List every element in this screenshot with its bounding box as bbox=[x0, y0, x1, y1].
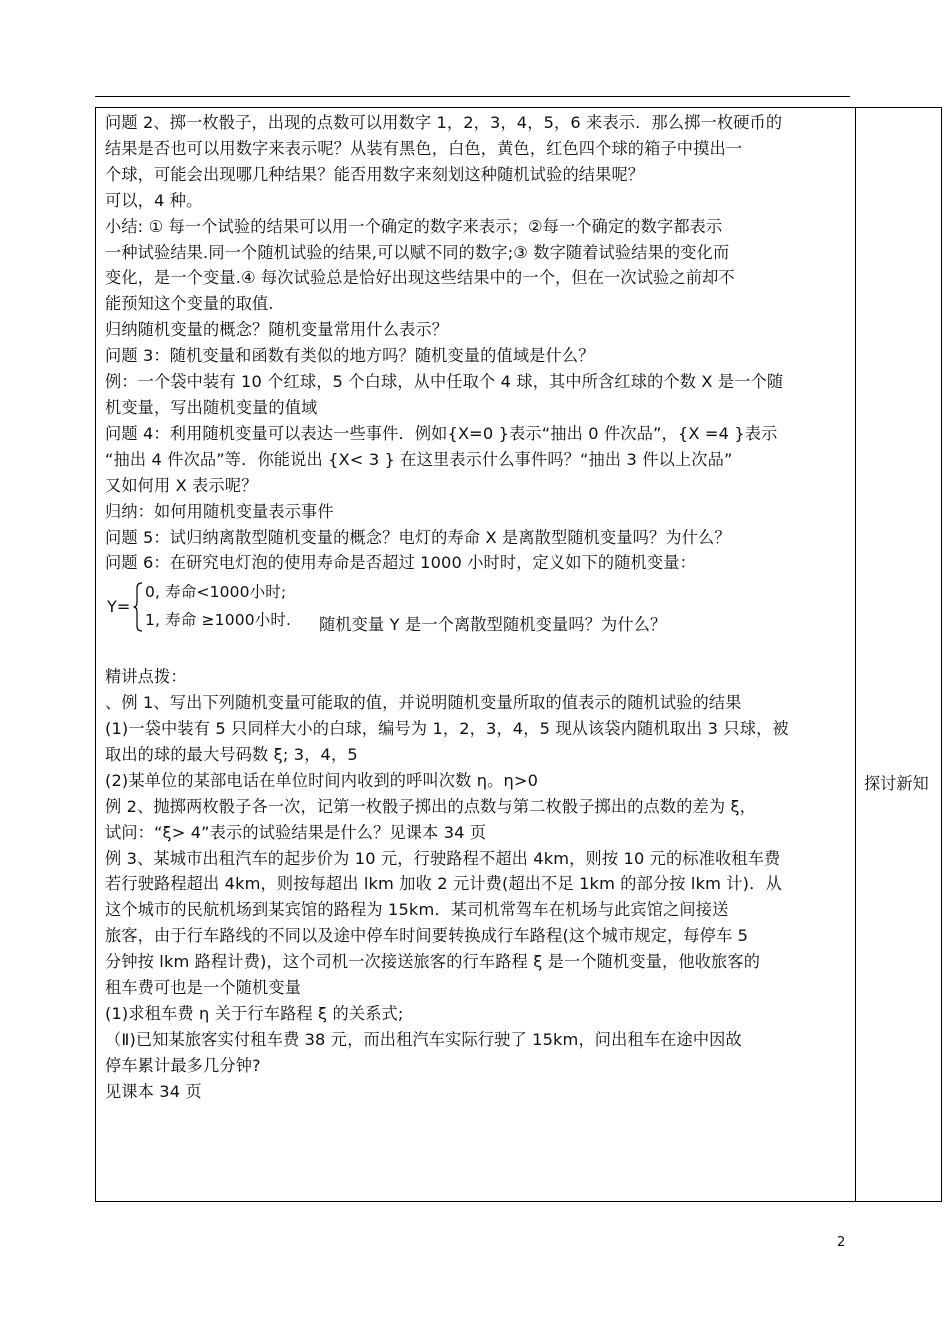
text-line: 例 2、抛掷两枚骰子各一次，记第一枚骰子掷出的点数与第二枚骰子掷出的点数的差为 ξ， bbox=[105, 796, 757, 816]
text-line: （Ⅱ)已知某旅客实付租车费 38 元，而出租汽车实际行驶了 15km，问出租车在途中因故 bbox=[105, 1029, 742, 1049]
text-line: 精讲点拨： bbox=[105, 667, 187, 687]
formula-case-2: 1, 寿命 ≥1000小时. bbox=[145, 611, 292, 630]
text-line: 这个城市的民航机场到某宾馆的路程为 15km．某司机常驾车在机场与此宾馆之间接送 bbox=[105, 900, 729, 920]
column-divider bbox=[855, 107, 856, 1202]
text-line: 归纳随机变量的概念？随机变量常用什么表示？ bbox=[105, 320, 449, 340]
main-content-cell bbox=[105, 110, 850, 1105]
text-line: 问题 3：随机变量和函数有类似的地方吗？随机变量的值域是什么？ bbox=[105, 346, 595, 366]
text-line: 若行驶路程超出 4km，则按每超出 lkm 加收 2 元计费(超出不足 1km 的部分按 lkm 计)．从 bbox=[105, 874, 782, 894]
header-rule bbox=[95, 96, 850, 97]
text-line: 问题 5：试归纳离散型随机变量的概念？电灯的寿命 X 是离散型随机变量吗？为什么？ bbox=[105, 527, 731, 547]
formula-lhs: Y= bbox=[107, 597, 131, 617]
text-line: 小结: ① 每一个试验的结果可以用一个确定的数字来表示；②每一个确定的数字都表示 bbox=[105, 216, 723, 236]
text-line: 归纳：如何用随机变量表示事件 bbox=[105, 501, 334, 521]
text-line: (1)求租车费 η 关于行车路程 ξ 的关系式; bbox=[105, 1003, 404, 1023]
text-line: 、例 1、写出下列随机变量可能取的值，并说明随机变量所取的值表示的随机试验的结果 bbox=[105, 693, 742, 713]
text-line: (2)某单位的某部电话在单位时间内收到的呼叫次数 η。η>0 bbox=[105, 770, 539, 790]
formula-case-1: 0, 寿命<1000小时; bbox=[145, 583, 287, 602]
text-line: 个球，可能会出现哪几种结果？能否用数字来刻划这种随机试验的结果呢？ bbox=[105, 164, 645, 184]
text-line: 可以，4 种。 bbox=[105, 190, 203, 210]
text-line: 又如何用 X 表示呢？ bbox=[105, 475, 258, 495]
side-column-label: 探讨新知 bbox=[864, 774, 929, 793]
blank-line bbox=[105, 638, 850, 664]
text-line: “抽出 4 件次品”等．你能说出 {X< 3 } 在这里表示什么事件吗？“抽出 3 件以上次品” bbox=[105, 449, 733, 469]
text-line: 问题 6：在研究电灯泡的使用寿命是否超过 1000 小时时，定义如下的随机变量： bbox=[105, 553, 696, 573]
text-line: 旅客，由于行车路线的不同以及途中停车时间要转换成行车路程(这个城市规定，每停车 5 bbox=[105, 926, 749, 946]
left-brace-icon bbox=[133, 582, 143, 632]
text-line: 取出的球的最大号码数 ξ; 3，4，5 bbox=[105, 744, 358, 764]
text-line: (1)一袋中装有 5 只同样大小的白球，编号为 1，2，3，4，5 现从该袋内随机取出 3 只球，被 bbox=[105, 719, 789, 739]
text-line: 租车费可也是一个随机变量 bbox=[105, 978, 302, 998]
text-line: 结果是否也可以用数字来表示呢？从装有黑色，白色，黄色，红色四个球的箱子中摸出一 bbox=[105, 138, 743, 158]
text-line: 机变量，写出随机变量的值域 bbox=[105, 397, 318, 417]
text-line: 问题 2、掷一枚骰子，出现的点数可以用数字 1，2，3，4，5，6 来表示．那么掷一枚硬币的 bbox=[105, 113, 783, 132]
text-line: 例 3、某城市出租汽车的起步价为 10 元，行驶路程不超出 4km，则按 10 元的标准收租车费 bbox=[105, 848, 781, 868]
text-line: 变化，是一个变量.④ 每次试验总是恰好出现这些结果中的一个，但在一次试验之前却不 bbox=[105, 268, 735, 288]
formula-question: 随机变量 Y 是一个离散型随机变量吗？为什么？ bbox=[319, 615, 667, 635]
text-line: 例：一个袋中装有 10 个红球，5 个白球，从中任取个 4 球，其中所含红球的个数 X 是一个随 bbox=[105, 372, 784, 392]
piecewise-formula bbox=[105, 578, 850, 638]
text-line: 试问：“ξ> 4”表示的试验结果是什么？见课本 34 页 bbox=[105, 822, 487, 842]
text-line: 问题 4：利用随机变量可以表达一些事件．例如{X=0 }表示“抽出 0 件次品”，{X =4 }表示 bbox=[105, 423, 778, 443]
text-line: 见课本 34 页 bbox=[105, 1081, 202, 1101]
page-number: 2 bbox=[837, 1235, 846, 1250]
text-line: 分钟按 lkm 路程计费)，这个司机一次接送旅客的行车路程 ξ 是一个随机变量，他收旅客的 bbox=[105, 952, 761, 972]
text-line: 能预知这个变量的取值. bbox=[105, 294, 274, 314]
text-line: 停车累计最多几分钟? bbox=[105, 1055, 261, 1075]
text-line: 一种试验结果.同一个随机试验的结果,可以赋不同的数字;③ 数字随着试验结果的变化而 bbox=[105, 242, 730, 262]
